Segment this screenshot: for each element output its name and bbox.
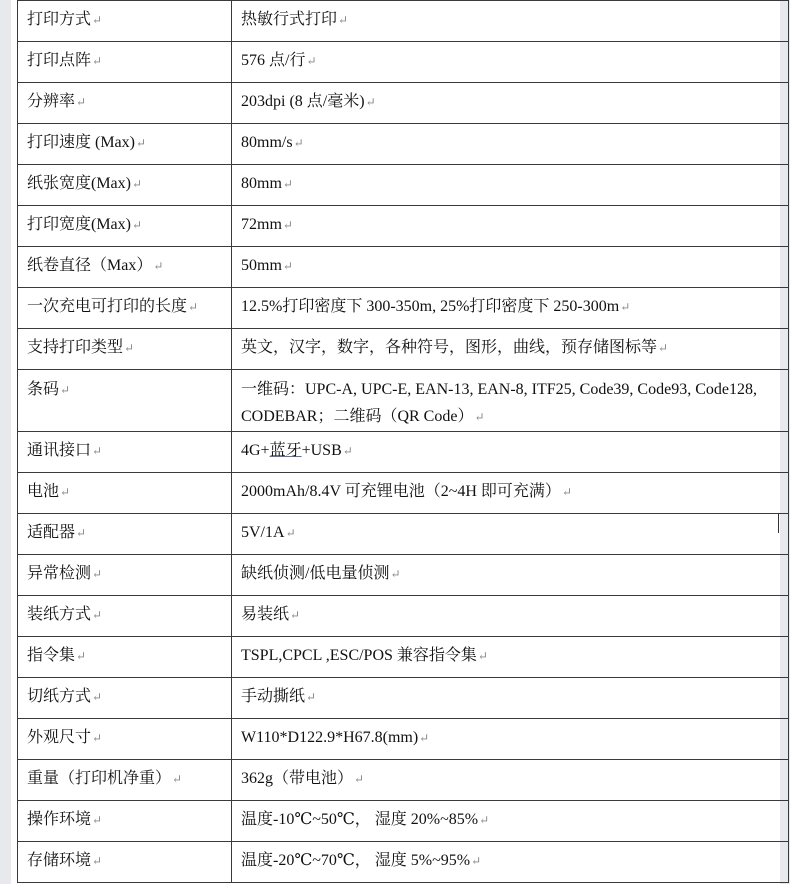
spec-label-cell[interactable]: 打印宽度(Max)↵ [18, 206, 232, 247]
spec-value-cell[interactable]: 50mm↵ [232, 247, 789, 288]
spec-value-cell[interactable]: 手动撕纸↵ [232, 678, 789, 719]
paragraph-mark-icon: ↵ [76, 649, 87, 663]
spec-value-cell[interactable]: 温度-20℃~70℃， 湿度 5%~95%↵ [232, 842, 789, 883]
paragraph-mark-icon: ↵ [354, 772, 365, 786]
spec-value-cell[interactable]: 易装纸↵ [232, 596, 789, 637]
paragraph-mark-icon: ↵ [342, 444, 353, 458]
table-row [18, 1, 789, 42]
table-row [18, 432, 789, 473]
paragraph-mark-icon: ↵ [306, 54, 317, 68]
paragraph-mark-icon: ↵ [658, 341, 669, 355]
table-row [18, 124, 789, 165]
spec-value-cell[interactable]: 203dpi (8 点/毫米)↵ [232, 83, 789, 124]
paragraph-mark-icon: ↵ [419, 731, 430, 745]
paragraph-mark-icon: ↵ [92, 813, 103, 827]
table-row [18, 206, 789, 247]
spec-label-cell[interactable]: 打印速度 (Max)↵ [18, 124, 232, 165]
spec-label-cell[interactable]: 适配器↵ [18, 514, 232, 555]
spec-label-cell[interactable]: 装纸方式↵ [18, 596, 232, 637]
paragraph-mark-icon: ↵ [76, 95, 87, 109]
spec-value-cell[interactable]: 80mm↵ [232, 165, 789, 206]
spec-value-cell[interactable]: W110*D122.9*H67.8(mm)↵ [232, 719, 789, 760]
paragraph-mark-icon: ↵ [338, 13, 349, 27]
spec-label-cell[interactable]: 一次充电可打印的长度↵ [18, 288, 232, 329]
table-row [18, 555, 789, 596]
spec-label-cell[interactable]: 存储环境↵ [18, 842, 232, 883]
spec-label-cell[interactable]: 分辨率↵ [18, 83, 232, 124]
spec-value-cell[interactable]: 一维码：UPC-A, UPC-E, EAN-13, EAN-8, ITF25, Code39, Code93, Code128, CODEBAR；二维码（QR Code）↵ [232, 370, 789, 432]
paragraph-mark-icon: ↵ [92, 567, 103, 581]
paragraph-mark-icon: ↵ [92, 731, 103, 745]
table-row [18, 473, 789, 514]
table-row [18, 842, 789, 883]
spec-label-cell[interactable]: 打印方式↵ [18, 1, 232, 42]
spec-value-cell[interactable]: 缺纸侦测/低电量侦测↵ [232, 555, 789, 596]
table-row [18, 514, 789, 555]
spec-value-cell[interactable]: 72mm↵ [232, 206, 789, 247]
table-row [18, 329, 789, 370]
spec-label-cell[interactable]: 异常检测↵ [18, 555, 232, 596]
table-row [18, 247, 789, 288]
spec-label-cell[interactable]: 支持打印类型↵ [18, 329, 232, 370]
paragraph-mark-icon: ↵ [92, 54, 103, 68]
paragraph-mark-icon: ↵ [153, 259, 164, 273]
paragraph-mark-icon: ↵ [92, 608, 103, 622]
spec-label-cell[interactable]: 纸卷直径（Max）↵ [18, 247, 232, 288]
paragraph-mark-icon: ↵ [132, 177, 143, 191]
paragraph-mark-icon: ↵ [124, 341, 135, 355]
spec-value-cell[interactable]: TSPL,CPCL ,ESC/POS 兼容指令集↵ [232, 637, 789, 678]
spec-label-cell[interactable]: 外观尺寸↵ [18, 719, 232, 760]
paragraph-mark-icon: ↵ [479, 813, 490, 827]
paragraph-mark-icon: ↵ [293, 136, 304, 150]
paragraph-mark-icon: ↵ [132, 218, 143, 232]
paragraph-mark-icon: ↵ [92, 690, 103, 704]
paragraph-mark-icon: ↵ [282, 259, 293, 273]
paragraph-mark-icon: ↵ [76, 526, 87, 540]
table-row [18, 637, 789, 678]
spec-value-cell[interactable]: 英文，汉字，数字，各种符号，图形，曲线，预存储图标等↵ [232, 329, 789, 370]
spec-value-cell[interactable]: 12.5%打印密度下 300-350m, 25%打印密度下 250-300m↵ [232, 288, 789, 329]
spec-label-cell[interactable]: 切纸方式↵ [18, 678, 232, 719]
paragraph-mark-icon: ↵ [92, 854, 103, 868]
spec-value-cell[interactable]: 温度-10℃~50℃， 湿度 20%~85%↵ [232, 801, 789, 842]
paragraph-mark-icon: ↵ [282, 177, 293, 191]
paragraph-mark-icon: ↵ [620, 300, 631, 314]
table-row [18, 42, 789, 83]
spec-value-cell[interactable]: 4G+蓝牙+USB↵ [232, 432, 789, 473]
paragraph-mark-icon: ↵ [365, 95, 376, 109]
spec-value-cell[interactable]: 576 点/行↵ [232, 42, 789, 83]
spec-label-cell[interactable]: 通讯接口↵ [18, 432, 232, 473]
spec-label-cell[interactable]: 重量（打印机净重）↵ [18, 760, 232, 801]
spec-value-cell[interactable]: 362g（带电池）↵ [232, 760, 789, 801]
spec-value-cell[interactable]: 2000mAh/8.4V 可充锂电池（2~4H 即可充满）↵ [232, 473, 789, 514]
spec-label-cell[interactable]: 电池↵ [18, 473, 232, 514]
table-row [18, 760, 789, 801]
spec-value-cell[interactable]: 5V/1A↵ [232, 514, 789, 555]
table-row [18, 678, 789, 719]
paragraph-mark-icon: ↵ [188, 300, 199, 314]
paragraph-mark-icon: ↵ [172, 772, 183, 786]
table-row [18, 165, 789, 206]
bluetooth-text: 蓝牙 [269, 442, 302, 459]
paragraph-mark-icon: ↵ [290, 608, 301, 622]
spec-table [17, 0, 789, 883]
paragraph-mark-icon: ↵ [60, 485, 71, 499]
paragraph-mark-icon: ↵ [136, 136, 147, 150]
paragraph-mark-icon: ↵ [474, 410, 485, 424]
paragraph-mark-icon: ↵ [282, 218, 293, 232]
table-row [18, 288, 789, 329]
spec-value-cell[interactable]: 80mm/s↵ [232, 124, 789, 165]
paragraph-mark-icon: ↵ [60, 383, 71, 397]
spec-value-cell[interactable]: 热敏行式打印↵ [232, 1, 789, 42]
text-cursor [778, 513, 779, 533]
spec-label-cell[interactable]: 指令集↵ [18, 637, 232, 678]
spec-label-cell[interactable]: 条码↵ [18, 370, 232, 432]
paragraph-mark-icon: ↵ [561, 485, 572, 499]
table-row [18, 801, 789, 842]
document-page [11, 0, 780, 884]
table-row [18, 370, 789, 432]
paragraph-mark-icon: ↵ [471, 854, 482, 868]
paragraph-mark-icon: ↵ [92, 13, 103, 27]
spec-label-cell[interactable]: 打印点阵↵ [18, 42, 232, 83]
table-row [18, 596, 789, 637]
paragraph-mark-icon: ↵ [306, 690, 317, 704]
paragraph-mark-icon: ↵ [477, 649, 488, 663]
table-row [18, 83, 789, 124]
paragraph-mark-icon: ↵ [285, 526, 296, 540]
spec-label-cell[interactable]: 操作环境↵ [18, 801, 232, 842]
paragraph-mark-icon: ↵ [92, 444, 103, 458]
paragraph-mark-icon: ↵ [390, 567, 401, 581]
spec-label-cell[interactable]: 纸张宽度(Max)↵ [18, 165, 232, 206]
table-row [18, 719, 789, 760]
